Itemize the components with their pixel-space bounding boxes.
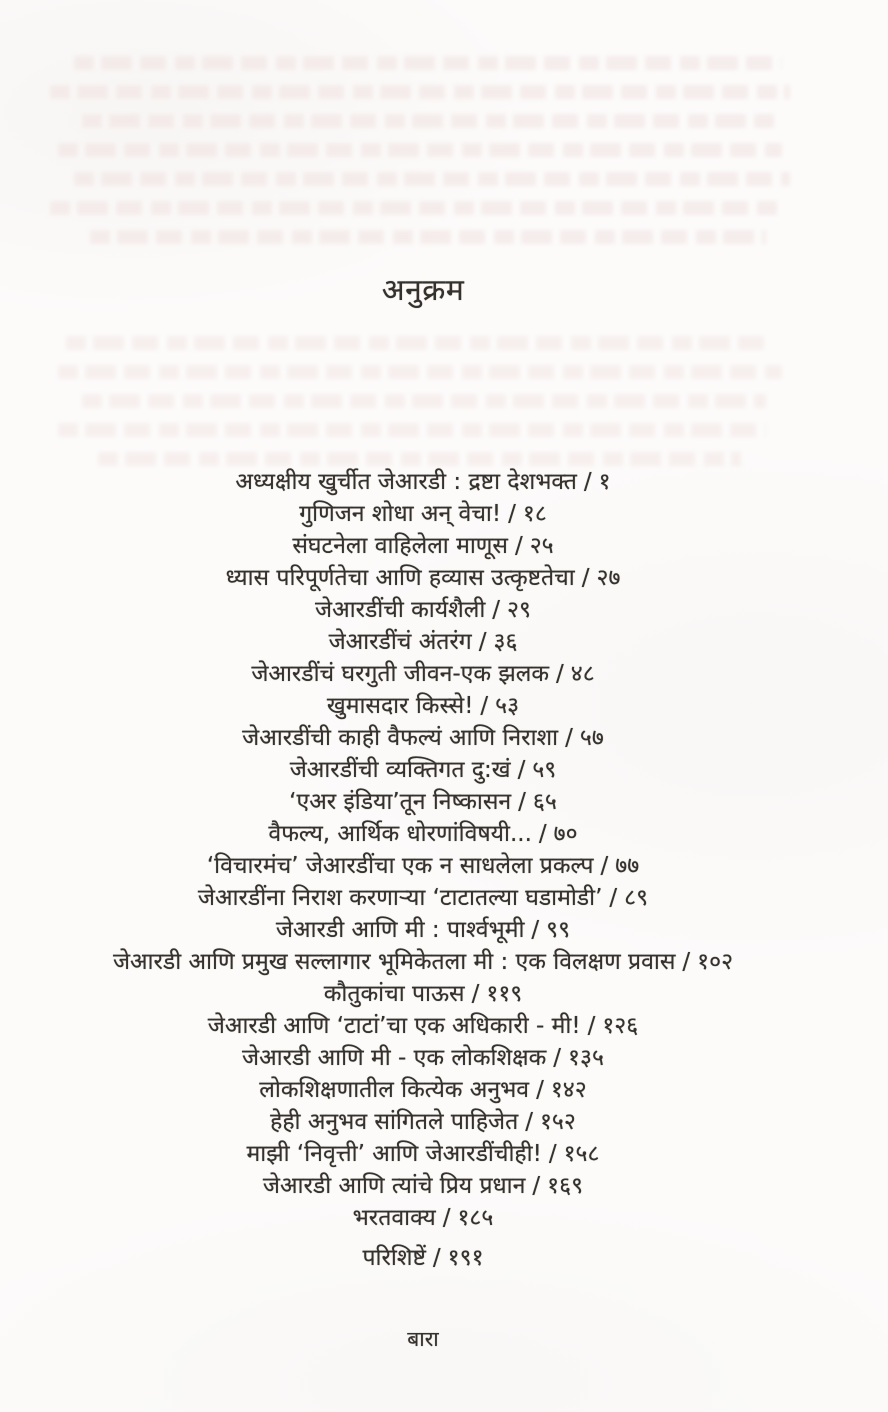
toc-entry [0,818,846,850]
toc-entry [0,562,846,594]
page-number-word: बारा [407,1327,439,1351]
bleed-through-line [98,452,741,466]
bleed-through-line [74,172,790,186]
toc-entry-title: वैफल्य, आर्थिक धोरणांविषयी... [268,821,532,847]
bleed-through-text-top [42,56,846,259]
toc-entry-page: २९ [507,597,531,623]
toc-entry-title: हेही अनुभव सांगितले पाहिजेत [270,1109,519,1135]
toc-entry-title: जेआरडींचं अंतरंग [328,629,472,655]
toc-entry-page: ३६ [493,629,518,655]
toc-entry-title: जेआरडींची काही वैफल्यं आणि निराशा [242,725,559,751]
toc-entry-page: ५७ [579,725,604,751]
toc-entry-title: कौतुकांचा पाऊस [323,981,465,1007]
bleed-through-line [50,201,782,215]
toc-entry-page: ८९ [624,885,649,911]
toc-entry-title: जेआरडींचं घरगुती जीवन-एक झलक [251,661,550,687]
toc-entry-page: ५३ [495,693,520,719]
toc-separator: / [508,501,516,527]
toc-entry-title: संघटनेला वाहिलेला माणूस [292,533,508,559]
toc-entry [0,978,846,1010]
toc-entry [0,882,846,914]
bleed-through-line [58,423,766,437]
toc-separator: / [581,565,590,591]
toc-entry-page: ६५ [532,789,557,815]
toc-separator: / [538,821,547,847]
toc-entry [0,466,846,498]
bleed-through-line [90,230,765,244]
toc-entry-page: १८५ [457,1205,494,1231]
toc-entry-title: जेआरडी आणि प्रमुख सल्लागार भूमिकेतला मी : एक विलक्षण प्रवास [112,949,676,975]
toc-entry [0,946,846,978]
toc-entry-page: १६९ [547,1173,584,1199]
toc-separator: / [532,1173,541,1199]
toc-entry-page: १५२ [539,1109,576,1135]
toc-entry-page: १८ [522,501,547,527]
toc-entry [0,1074,846,1106]
toc-separator: / [682,949,691,975]
toc-separator: / [478,629,487,655]
toc-entry-title: ध्यास परिपूर्णतेचा आणि हव्यास उत्कृष्टतेचा [225,565,575,591]
bleed-through-line [58,365,782,379]
toc-separator: / [432,1245,441,1271]
toc-entry [0,754,846,786]
toc-entry [0,690,846,722]
toc-separator: / [442,1205,451,1231]
appendix-page-number: १९१ [447,1245,484,1271]
bleed-through-line [50,85,790,99]
toc-separator: / [525,1109,533,1135]
toc-separator: / [536,1077,544,1103]
toc-entry-page: ५९ [532,757,557,783]
toc-entry-page: २५ [529,533,554,559]
toc-separator: / [553,1045,562,1071]
bleed-through-line [82,394,765,408]
toc-entry [0,1202,846,1234]
toc-entry [0,786,846,818]
toc-separator: / [518,789,526,815]
toc-entry-page: २७ [596,565,621,591]
toc-separator: / [609,885,618,911]
toc-separator: / [583,469,592,495]
toc-entry-title: जेआरडी आणि त्यांचे प्रिय प्रधान [262,1173,526,1199]
toc-entry-page: १०२ [697,949,734,975]
toc-entry [0,530,846,562]
toc-entry [0,626,846,658]
toc-entry-page: १४२ [550,1077,587,1103]
page-title: अनुक्रम [381,273,465,308]
toc-separator: / [548,1141,557,1167]
toc-entry [0,722,846,754]
appendix-title: परिशिष्टें [362,1245,426,1271]
toc-separator: / [565,725,573,751]
toc-entry-page: ४८ [570,661,595,687]
toc-entry-title: अध्यक्षीय खुर्चीत जेआरडी : द्रष्टा देशभक्त [235,469,577,495]
toc-entry-title: लोकशिक्षणातील कित्येक अनुभव [259,1077,530,1103]
toc-separator: / [471,981,480,1007]
toc-entry [0,1106,846,1138]
toc-entry-title: जेआरडी आणि ‘टाटां’चा एक अधिकारी - मी! [207,1013,581,1039]
toc-entry [0,658,846,690]
toc-entry-page: १५८ [563,1141,600,1167]
toc-separator: / [531,917,540,943]
toc-entry-page: ११९ [486,981,523,1007]
toc-entry-page: १२६ [602,1013,639,1039]
appendix-section [0,1242,846,1274]
toc-entry-page: १३५ [568,1045,604,1071]
toc-entry [0,594,846,626]
appendix-entry [0,1242,846,1274]
toc-entry-title: भरतवाक्य [352,1205,436,1231]
toc-entry-title: ‘एअर इंडिया’तून निष्कासन [289,789,512,815]
toc-separator: / [514,533,523,559]
toc-separator: / [492,597,501,623]
toc-entry-page: ७७ [615,853,640,879]
toc-separator: / [600,853,609,879]
toc-entry-page: १ [598,469,611,495]
toc-separator: / [587,1013,596,1039]
toc-entry [0,914,846,946]
toc-entry-page: ७० [553,821,578,847]
toc-entry-title: जेआरडी आणि मी - एक लोकशिक्षक [242,1045,547,1071]
toc-entry [0,1138,846,1170]
bleed-through-line [82,114,773,128]
bleed-through-text-middle [42,336,846,481]
toc-entry-title: जेआरडींची व्यक्तिगत दु:खं [289,757,511,783]
toc-entry-page: ९९ [546,917,571,943]
toc-separator: / [556,661,564,687]
toc-list [0,466,846,1234]
toc-entry-title: खुमासदार किस्से! [326,693,474,719]
toc-entry-title: माझी ‘निवृत्ती’ आणि जेआरडींचीही! [246,1141,542,1167]
toc-entry [0,498,846,530]
toc-entry [0,850,846,882]
toc-entry-title: जेआरडी आणि मी : पार्श्वभूमी [275,917,525,943]
toc-entry-title: जेआरडींची कार्यशैली [315,597,486,623]
toc-entry [0,1170,846,1202]
toc-entry [0,1042,846,1074]
bleed-through-line [74,56,782,70]
toc-entry-title: गुणिजन शोधा अन् वेचा! [299,501,502,527]
bleed-through-line [66,336,765,350]
toc-separator: / [517,757,526,783]
toc-entry-title: जेआरडींना निराश करणाऱ्या ‘टाटातल्या घडामोडी’ [197,885,603,911]
bleed-through-line [58,143,782,157]
toc-entry [0,1010,846,1042]
toc-entry-title: ‘विचारमंच’ जेआरडींचा एक न साधलेला प्रकल्प [206,853,594,879]
toc-separator: / [480,693,489,719]
